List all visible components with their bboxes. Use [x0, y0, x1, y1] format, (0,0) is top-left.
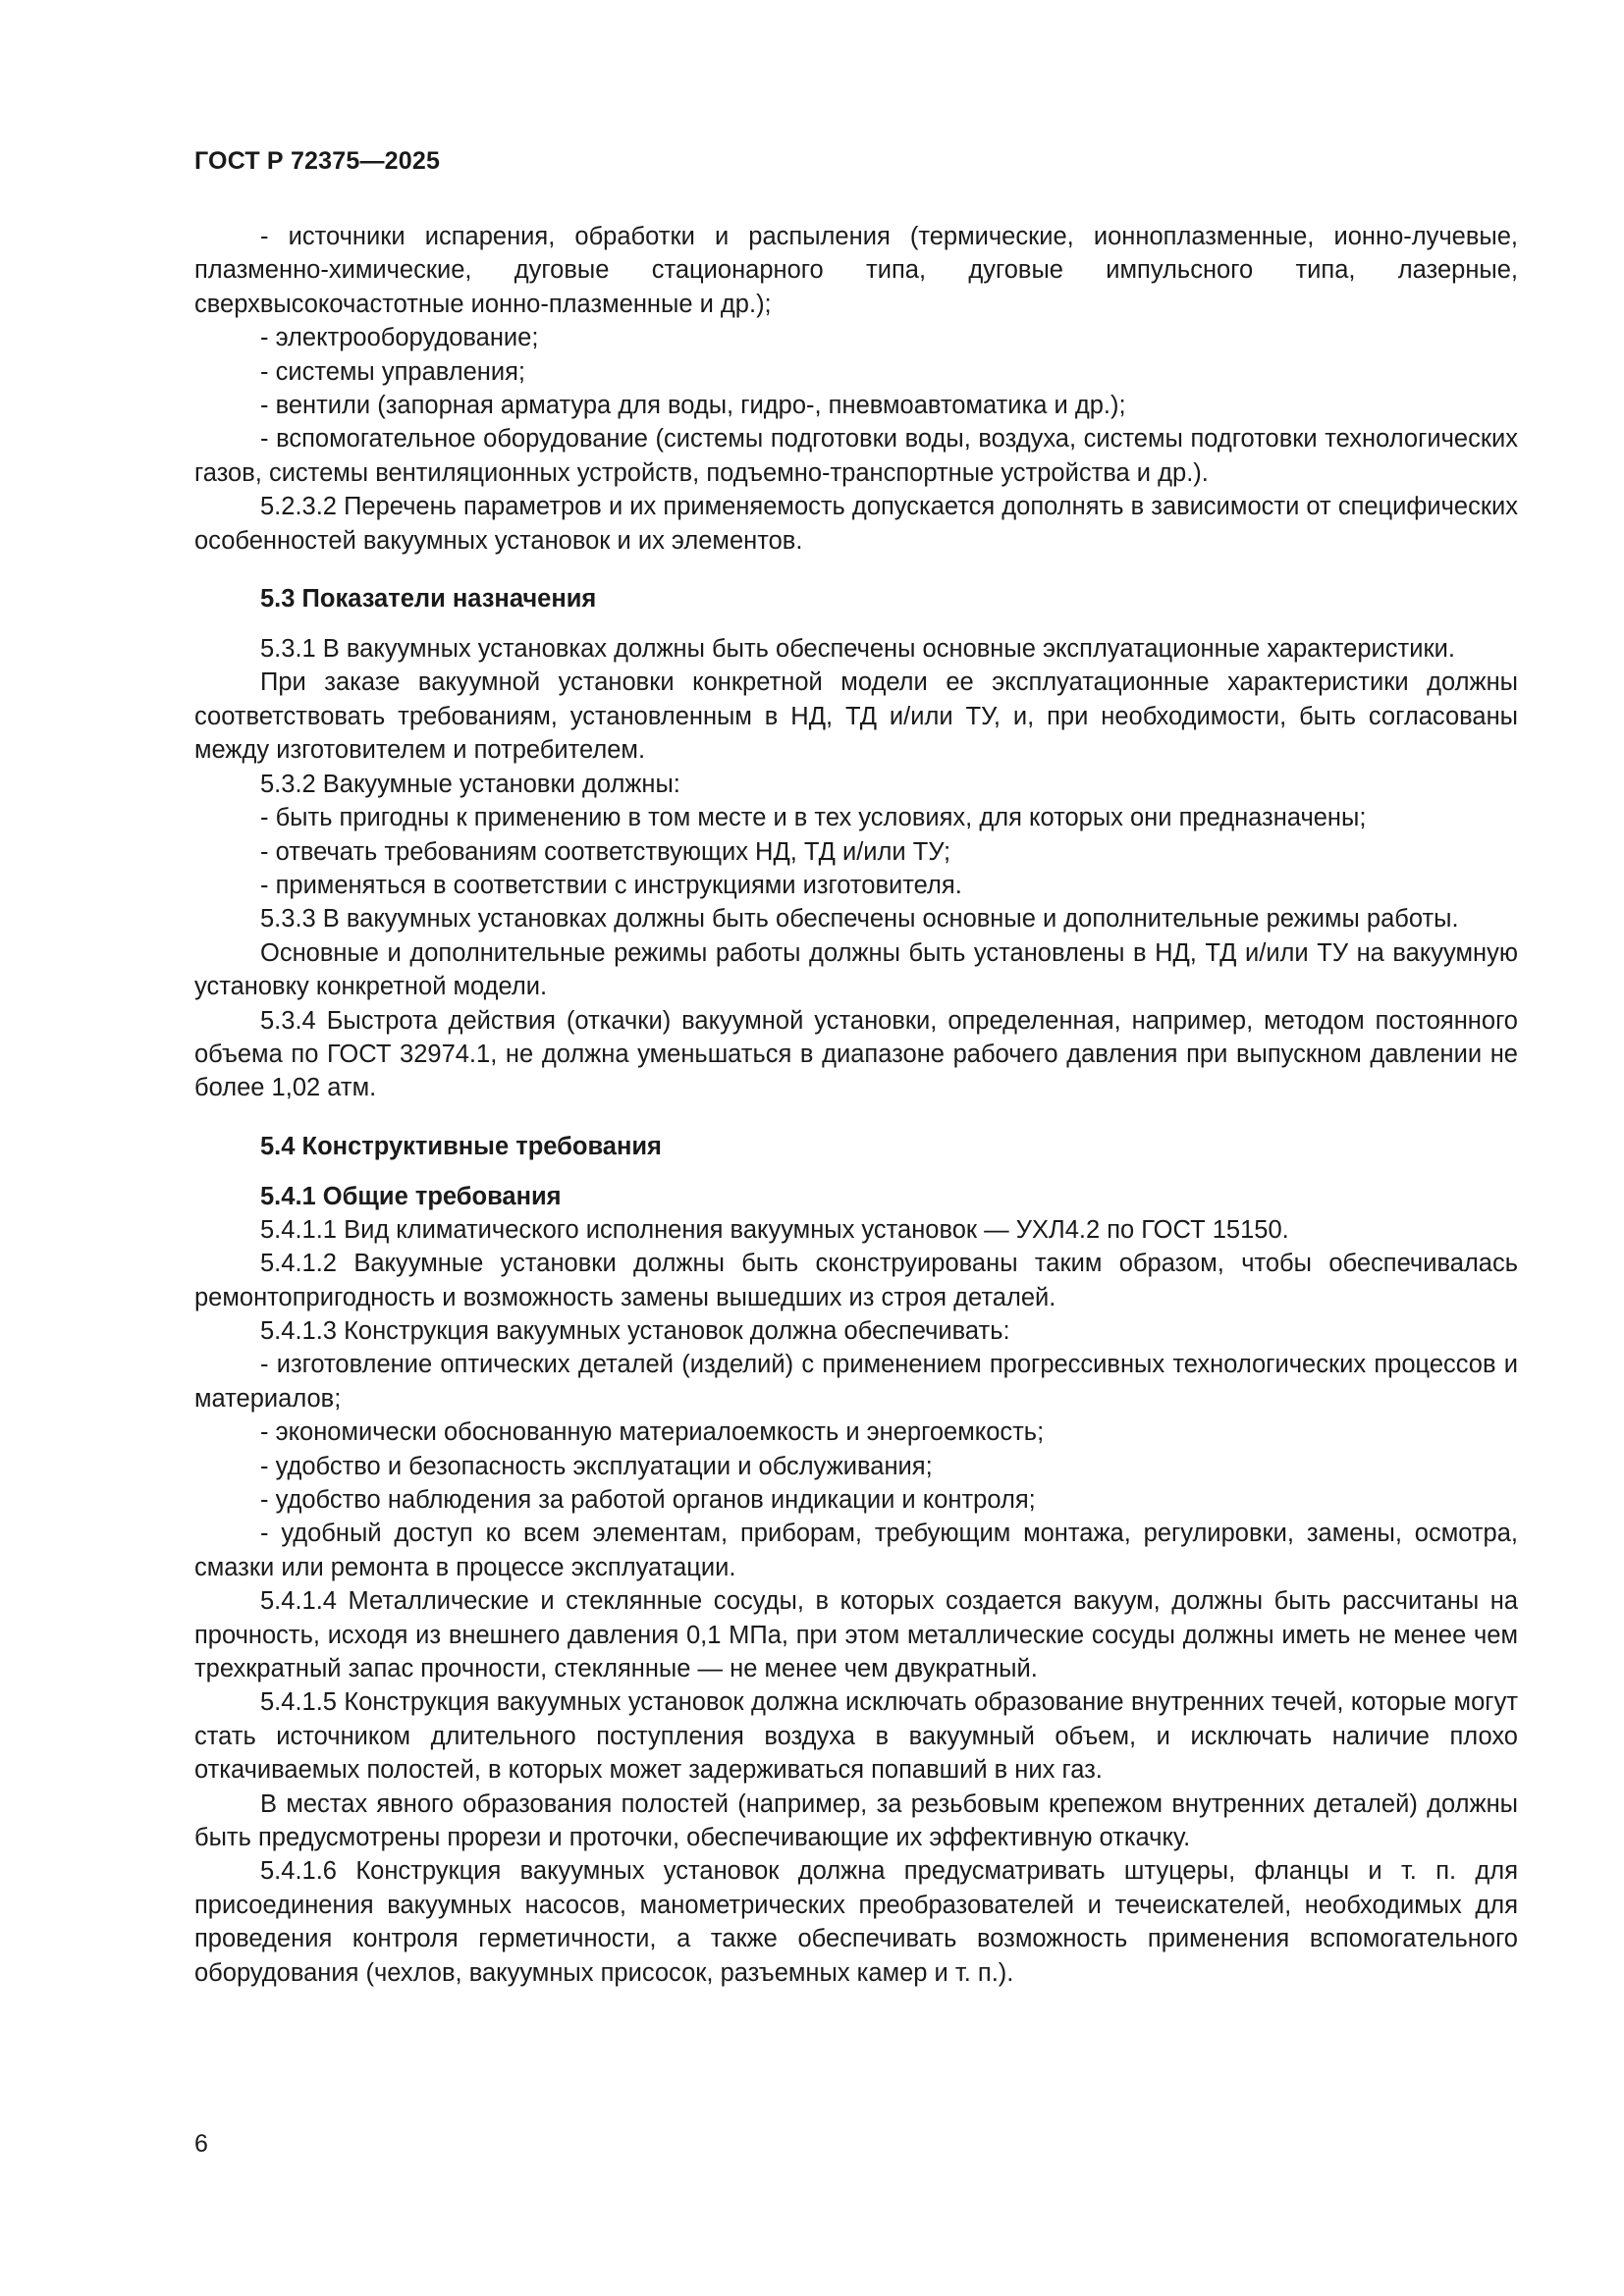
- section-heading-5-4: 5.4 Конструктивные требования: [260, 1132, 662, 1160]
- list-item: - удобный доступ ко всем элементам, приборам, требующим монтажа, регулировки, замены, осмотра, смазки или ремонта в процессе эксплуатации.: [194, 1520, 1518, 1581]
- list-item: - применяться в соответствии с инструкциями изготовителя.: [260, 871, 962, 899]
- clause-5-4-1-2: 5.4.1.2 Вакуумные установки должны быть сконструированы таким образом, чтобы обеспечивалась ремонтопригодность и возможность замены вышедших из строя деталей.: [194, 1250, 1518, 1311]
- list-item: - системы управления;: [260, 357, 526, 386]
- list-item: - источники испарения, обработки и распыления (термические, ионноплазменные, ионно-лучевые, плазменно-химические, дуговые стационарного типа, дуговые импульсного типа, лазерные, сверхвысокочастотные ионно-плазменные и др.);: [194, 223, 1518, 318]
- clause-5-4-1-6: 5.4.1.6 Конструкция вакуумных установок должна предусматривать штуцеры, фланцы и т. п. для присоединения вакуумных насосов, манометрических преобразователей и течеискателей, необходимых для проведения контроля герметичности, а также обеспечивать возможность применения вспомогательного оборудования (чехлов, вакуумных присосок, разъемных камер и т. п.).: [194, 1857, 1518, 1987]
- list-item: - отвечать требованиям соответствующих НД, ТД и/или ТУ;: [260, 837, 951, 866]
- subsection-heading-5-4-1: 5.4.1 Общие требования: [260, 1182, 562, 1210]
- clause-5-4-1-4: 5.4.1.4 Металлические и стеклянные сосуды, в которых создается вакуум, должны быть рассчитаны на прочность, исходя из внешнего давления 0,1 МПа, при этом металлические сосуды должны иметь не менее чем трехкратный запас прочности, стеклянные — не менее чем двукратный.: [194, 1587, 1518, 1683]
- clause-5-4-1-5: 5.4.1.5 Конструкция вакуумных установок должна исключать образование внутренних течей, которые могут стать источником длительного поступления воздуха в вакуумный объем, и исключать наличие плохо откачиваемых полостей, в которых может задерживаться попавший в них газ.: [194, 1688, 1518, 1785]
- paragraph: Основные и дополнительные режимы работы должны быть установлены в НД, ТД и/или ТУ на вакуумную установку конкретной модели.: [194, 938, 1518, 1001]
- list-item: - электрооборудование;: [260, 324, 539, 352]
- list-item: - изготовление оптических деталей (изделий) с применением прогрессивных технологических процессов и материалов;: [194, 1351, 1518, 1413]
- clause-5-4-1-3: 5.4.1.3 Конструкция вакуумных установок должна обеспечивать:: [260, 1316, 1010, 1345]
- list-item: - экономически обоснованную материалоемкость и энергоемкость;: [260, 1418, 1045, 1447]
- list-item: - вспомогательное оборудование (системы подготовки воды, воздуха, системы подготовки технологических газов, системы вентиляционных устройств, подъемно-транспортные устройства и др.).: [194, 425, 1518, 487]
- document-code: ГОСТ Р 72375—2025: [194, 147, 441, 175]
- clause-5-3-1: 5.3.1 В вакуумных установках должны быть обеспечены основные эксплуатационные характеристики.: [260, 635, 1455, 664]
- section-heading-5-3: 5.3 Показатели назначения: [260, 585, 597, 614]
- list-item: - удобство наблюдения за работой органов индикации и контроля;: [260, 1486, 1036, 1514]
- list-item: - вентили (запорная арматура для воды, гидро-, пневмоавтоматика и др.);: [260, 392, 1126, 420]
- clause-5-3-4: 5.3.4 Быстрота действия (откачки) вакуумной установки, определенная, например, методом постоянного объема по ГОСТ 32974.1, не должна уменьшаться в диапазоне рабочего давления при выпускном давлении не более 1,02 атм.: [194, 1006, 1518, 1102]
- page-number: 6: [194, 2130, 208, 2158]
- paragraph: В местах явного образования полостей (например, за резьбовым крепежом внутренних деталей) должны быть предусмотрены прорези и проточки, обеспечивающие их эффективную откачку.: [194, 1789, 1518, 1852]
- list-item: - быть пригодны к применению в том месте и в тех условиях, для которых они предназначены;: [260, 804, 1367, 832]
- clause-5-3-3: 5.3.3 В вакуумных установках должны быть обеспечены основные и дополнительные режимы работы.: [260, 905, 1459, 934]
- clause-5-2-3-2: 5.2.3.2 Перечень параметров и их применяемость допускается дополнять в зависимости от специфических особенностей вакуумных установок и их элементов.: [194, 493, 1518, 555]
- document-body: [194, 220, 1518, 1990]
- list-item: - удобство и безопасность эксплуатации и обслуживания;: [260, 1452, 933, 1480]
- paragraph: При заказе вакуумной установки конкретной модели ее эксплуатационные характеристики должны соответствовать требованиям, установленным в НД, ТД и/или ТУ, и, при необходимости, быть согласованы между изготовителем и потребителем.: [194, 668, 1518, 765]
- clause-5-4-1-1: 5.4.1.1 Вид климатического исполнения вакуумных установок — УХЛ4.2 по ГОСТ 15150.: [260, 1215, 1289, 1244]
- clause-5-3-2: 5.3.2 Вакуумные установки должны:: [260, 770, 680, 798]
